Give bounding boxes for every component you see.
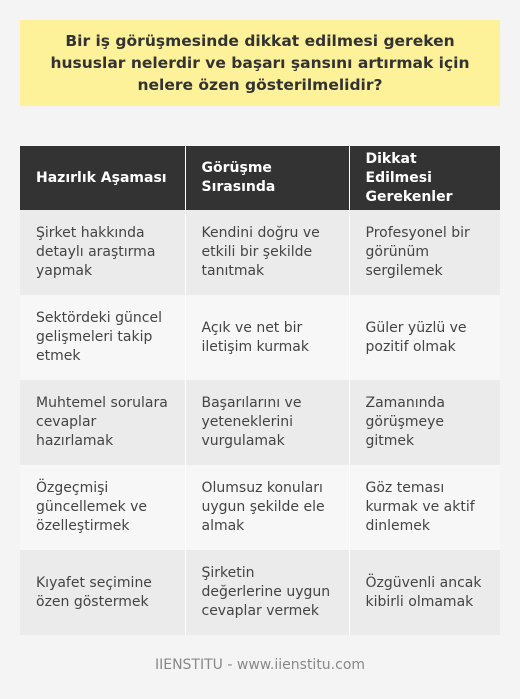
table-cell: Kıyafet seçimine özen göstermek	[20, 550, 185, 635]
table-cell: Sektördeki güncel gelişmeleri takip etmek	[20, 295, 185, 380]
table-cell: Kendini doğru ve etkili bir şekilde tanıtmak	[185, 210, 349, 295]
table-cell: Açık ve net bir iletişim kurmak	[185, 295, 349, 380]
footer-credit: IIENSTITU - www.iienstitu.com	[154, 657, 366, 673]
table-header-row	[20, 146, 500, 210]
table-row	[20, 380, 500, 465]
table-cell: Özgeçmişi güncellemek ve özelleştirmek	[20, 465, 185, 550]
table-cell: Zamanında görüşmeye gitmek	[349, 380, 500, 465]
table-row	[20, 550, 500, 635]
page-title: Bir iş görüşmesinde dikkat edilmesi gereken hususlar nelerdir ve başarı şansını artırmak için nelere özen gösterilmelidir?	[50, 32, 470, 94]
header-during-interview: Görüşme Sırasında	[185, 146, 349, 210]
table-cell: Başarılarını ve yeteneklerini vurgulamak	[185, 380, 349, 465]
table-cell: Profesyonel bir görünüm sergilemek	[349, 210, 500, 295]
table-cell: Olumsuz konuları uygun şekilde ele almak	[185, 465, 349, 550]
table-cell: Göz teması kurmak ve aktif dinlemek	[349, 465, 500, 550]
comparison-table	[20, 146, 500, 635]
header-preparation: Hazırlık Aşaması	[20, 146, 185, 210]
header-considerations: Dikkat Edilmesi Gerekenler	[349, 146, 500, 210]
table-cell: Şirketin değerlerine uygun cevaplar vermek	[185, 550, 349, 635]
table-cell: Muhtemel sorulara cevaplar hazırlamak	[20, 380, 185, 465]
table-row	[20, 465, 500, 550]
table-cell: Özgüvenli ancak kibirli olmamak	[349, 550, 500, 635]
table-cell: Şirket hakkında detaylı araştırma yapmak	[20, 210, 185, 295]
table-row	[20, 295, 500, 380]
table-cell: Güler yüzlü ve pozitif olmak	[349, 295, 500, 380]
table-row	[20, 210, 500, 295]
title-banner	[20, 20, 500, 106]
